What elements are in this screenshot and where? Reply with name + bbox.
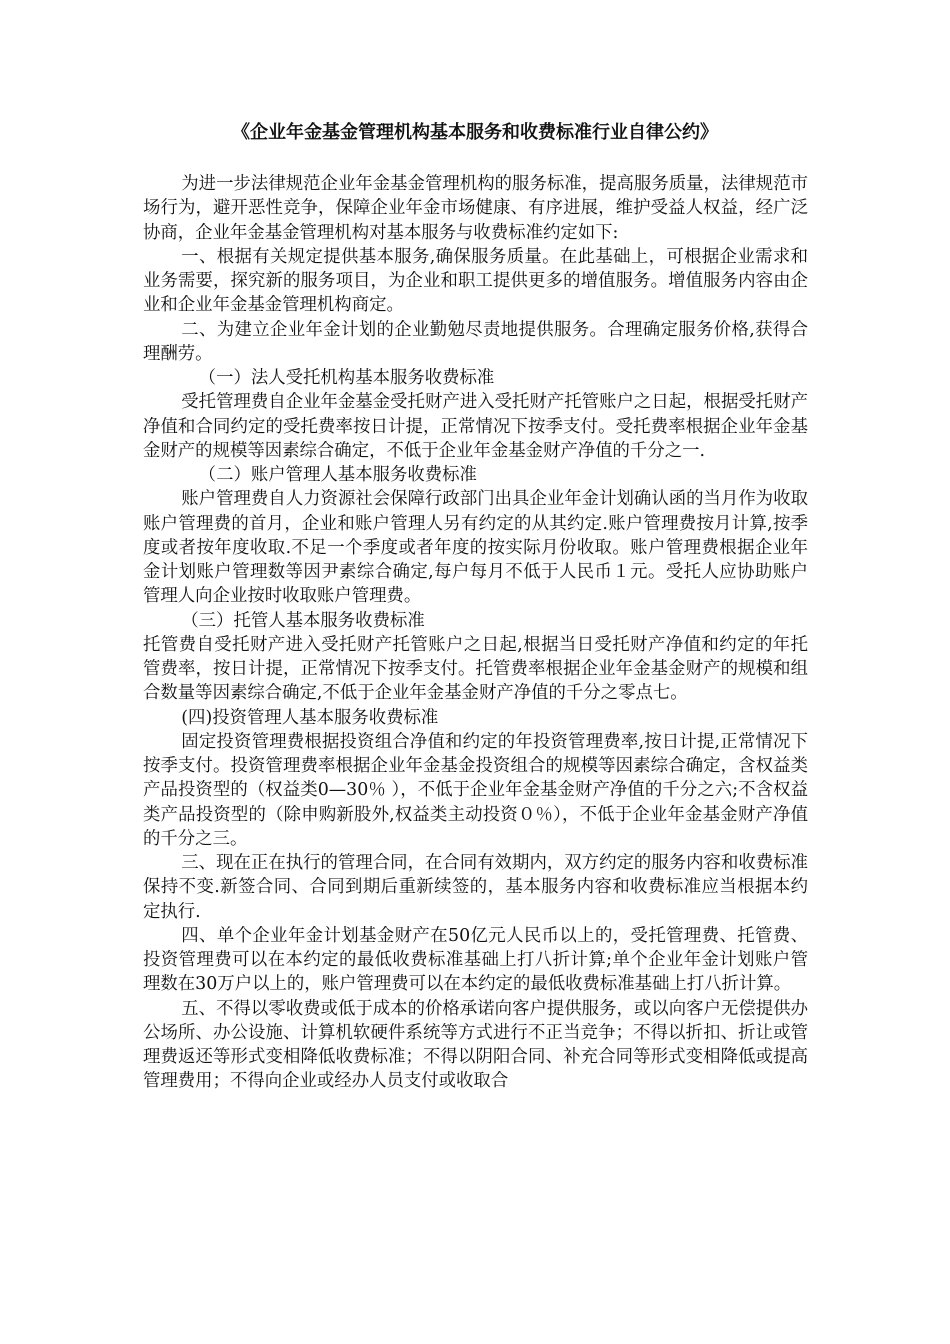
document-title: 《企业年金基金管理机构基本服务和收费标准行业自律公约》	[232, 122, 718, 143]
paragraph-investment-manager-fees: 固定投资管理费根据投资组合净值和约定的年投资管理费率,按日计提,正常情况下按季支付。投资管理费率根据企业年金基金投资组合的规模等因素综合确定，含权益类产品投资型的（权益类0—30％ ），不低于企业年金基金财产净值的千分之六;不含权益类产品投资型的（除申购新股外,权益类主动投资０％），不低于企业年金基金财产净值的千分之三。	[143, 731, 808, 849]
paragraph-article-3: 三、现在正在执行的管理合同，在合同有效期内，双方约定的服务内容和收费标准保持不变.新签合同、合同到期后重新续签的，基本服务内容和收费标准应当根据本约定执行.	[143, 853, 808, 922]
heading-investment-manager-fees: (四)投资管理人基本服务收费标准	[181, 707, 439, 728]
heading-custodian-fees: （三）托管人基本服务收费标准	[181, 610, 425, 631]
paragraph-article-2: 二、为建立企业年金计划的企业勤勉尽责地提供服务。合理确定服务价格,获得合理酬劳。	[143, 319, 808, 364]
paragraph-article-4: 四、单个企业年金计划基金财产在50亿元人民币以上的，受托管理费、托管费、投资管理费可以在本约定的最低收费标准基础上打八折计算;单个企业年金计划账户管理数在30万户以上的，账户管理费可以在本约定的最低收费标准基础上打八折计算。	[143, 925, 808, 995]
heading-trustee-fees: （一）法人受托机构基本服务收费标准	[198, 368, 495, 388]
paragraph-article-1: 一、根据有关规定提供基本服务,确保服务质量。在此基础上，可根据企业需求和业务需要，探究新的服务项目，为企业和职工提供更多的增值服务。增值服务内容由企业和企业年金基金管理机构商定。	[143, 246, 808, 316]
document-body	[143, 172, 808, 1094]
paragraph-custodian-fees: 托管费自受托财产进入受托财产托管账户之日起,根据当日受托财产净值和约定的年托管费率，按日计提，正常情况下按季支付。托管费率根据企业年金基金财产的规模和组合数量等因素综合确定,不低于企业年金基金财产净值的千分之零点七。	[143, 634, 808, 704]
paragraph-account-manager-fees: 账户管理费自人力资源社会保障行政部门出具企业年金计划确认函的当月作为收取账户管理费的首月，企业和账户管理人另有约定的从其约定.账户管理费按月计算,按季度或者按年度收取.不足一个季度或者年度的按实际月份收取。账户管理费根据企业年金计划账户管理数等因尹素综合确定,每户每月不低于人民币１元。受托人应协助账户管理人向企业按时收取账户管理费。	[143, 489, 808, 607]
paragraph-preamble: 为进一步法律规范企业年金基金管理机构的服务标准，提高服务质量，法律规范市场行为，避开恶性竞争，保障企业年金市场健康、有序进展，维护受益人权益，经广泛协商，企业年金基金管理机构对基本服务与收费标准约定如下:	[143, 174, 808, 243]
heading-account-manager-fees: （二）账户管理人基本服务收费标准	[198, 465, 477, 485]
paragraph-article-5: 五、不得以零收费或低于成本的价格承诺向客户提供服务，或以向客户无偿提供办公场所、办公设施、计算机软硬件系统等方式进行不正当竞争；不得以折扣、折让或管理费返还等形式变相降低收费标准；不得以阴阳合同、补充合同等形式变相降低或提高管理费用；不得向企业或经办人员支付或收取合	[143, 998, 808, 1092]
paragraph-trustee-fees: 受托管理费自企业年金墓金受托财产进入受托财产托管账户之日起，根据受托财产净值和合同约定的受托费率按日计提，正常情况下按季支付。受托费率根据企业年金基金财产的规模等因素综合确定，不低于企业年金基金财产净值的千分之一.	[143, 392, 808, 461]
